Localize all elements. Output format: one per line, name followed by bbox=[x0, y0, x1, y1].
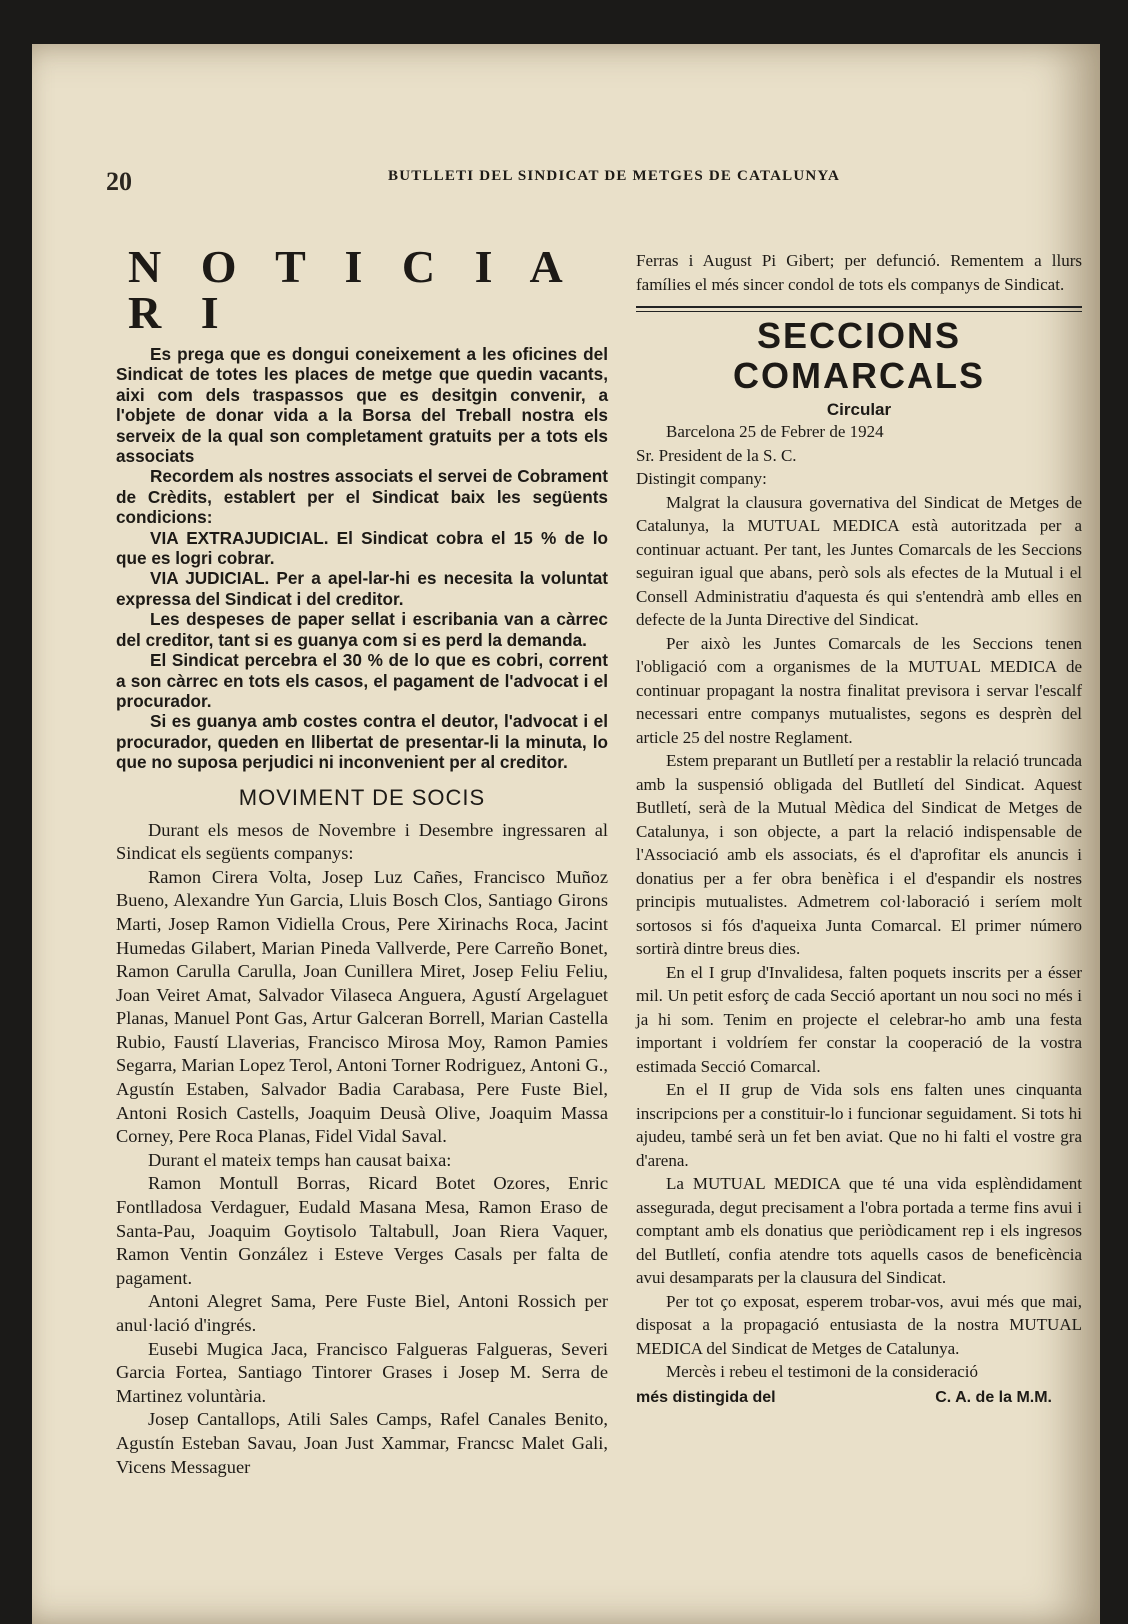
circular-paragraph: Per això les Juntes Comarcals de les Seccions tenen l'obligació com a organismes de la MUTUAL MEDICA de continuar propagant la nostra finalitat previsora i servar l'escalf necessari entre companys mutualistes, segons es desprèn del article 25 del nostre Reglament. bbox=[636, 633, 1082, 747]
circular-paragraph: Per tot ço exposat, esperem trobar-vos, avui més que mai, disposat a la propagació entusiasta de la nostra MUTUAL MEDICA del Sindicat de Metges de Catalunya. bbox=[636, 1291, 1082, 1358]
moviment-paragraph: Eusebi Mugica Jaca, Francisco Falgueras Falgueras, Severi Garcia Fortea, Santiago Tintorer Grases i Josep M. Serra de Martinez voluntària. bbox=[116, 1338, 608, 1406]
noticiari-paragraph: Es prega que es dongui coneixement a les oficines del Sindicat de totes les places de metge que quedin vacants, aixi com dels traspassos que es desitgin convenir, a l'objete de donar vida a la Borsa del Treball nostra els serveix de la qual son completament gratuits per a tots els associats bbox=[116, 344, 608, 467]
continuation-text: Ferras i August Pi Gibert; per defunció. Rementem a llurs famílies el més sincer condol de tots els companys de Sindicat. bbox=[636, 251, 1082, 294]
salutation: Sr. President de la S. C. bbox=[636, 445, 797, 465]
moviment-paragraph: Durant el mateix temps han causat baixa: bbox=[148, 1149, 452, 1170]
noticiari-title: N O T I C I A R I bbox=[128, 241, 575, 338]
date-line: Barcelona 25 de Febrer de 1924 bbox=[666, 422, 884, 441]
page-number: 20 bbox=[106, 167, 132, 196]
noticiari-paragraph: Si es guanya amb costes contra el deutor, l'advocat i el procurador, queden en llibertat de presentar-li la minuta, lo que no suposa perjudici ni inconvenient per al creditor. bbox=[116, 711, 608, 773]
moviment-paragraph: Durant els mesos de Novembre i Desembre ingressaren al Sindicat els següents companys: bbox=[116, 819, 608, 864]
continuation-block bbox=[636, 249, 1082, 296]
noticiari-paragraph: VIA JUDICIAL. Per a apel-lar-hi es necesita la voluntat expressa del Sindicat i del creditor. bbox=[116, 568, 608, 609]
circular-paragraph: Mercès i rebeu el testimoni de la consideració bbox=[666, 1362, 979, 1381]
salutation: Distingit company: bbox=[636, 469, 767, 488]
section-divider bbox=[636, 306, 1082, 312]
right-column bbox=[636, 249, 1082, 1409]
moviment-paragraph: Antoni Alegret Sama, Pere Fuste Biel, Antoni Rossich per anul·lació d'ingrés. bbox=[116, 1291, 608, 1335]
moviment-body bbox=[116, 819, 608, 1480]
noticiari-paragraph: El Sindicat percebra el 30 % de lo que es cobri, corrent a son càrrec en tots els casos, el pagament de l'advocat i el procurador. bbox=[116, 650, 608, 711]
noticiari-body bbox=[116, 344, 608, 773]
circular-paragraph: La MUTUAL MEDICA que té una vida esplèndidament assegurada, degut precisament a l'obra portada a terme fins avui i comptant amb els donatius que periòdicament rep i els ingresos del Butlletí, confia atendre tots aquells casos de beneficència avui desamparats per la clausura del Sindicat. bbox=[636, 1174, 1082, 1287]
circular-paragraph: Estem preparant un Butlletí per a restablir la relació truncada amb la suspensió obligada del Butlletí del Sindicat. Aquest Butlletí, serà de la Mutual Mèdica del Sindicat de Metges de Catalunya, i son objecte, a part la relació indispensable de l'Associació amb els associats, és el d'aprofitar els anuncis i donatius per a fer obra benèfica i el d'espandir els nostres principis mutualistes. Admetrem col·laboració i seríem molt sortosos si fós d'aqueixa Junta Comarcal. El primer número sortirà dintre breus dies. bbox=[636, 751, 1082, 958]
circular-body bbox=[636, 420, 1082, 1409]
noticiari-paragraph: Recordem als nostres associats el servei de Cobrament de Crèdits, establert per el Sindicat baix les següents condicions: bbox=[116, 466, 608, 528]
signature-row bbox=[636, 1386, 1082, 1410]
moviment-paragraph: Ramon Cirera Volta, Josep Luz Cañes, Francisco Muñoz Bueno, Alexandre Yun Garcia, Lluis Bosch Clos, Santiago Girons Marti, Josep Ramon Vidiella Crous, Pere Xirinachs Roca, Jacint Humedas Gilabert, Marian Pineda Vallverde, Pere Carreño Bonet, Ramon Carulla Carulla, Joan Cunillera Miret, Josep Feliu Feliu, Joan Veiret Amat, Salvador Vilaseca Anguera, Agustí Argelaguet Planas, Manuel Pont Gas, Artur Galceran Borrell, Marian Castella Rubio, Faustí Llaverias, Francisco Mirosa Moy, Ramon Pamies Segarra, Marian Lopez Terol, Antoni Torner Rodriguez, Antoni G., Agustín Estaben, Salvador Badia Carabasa, Pere Fuste Biel, Antoni Rosich Castells, Joaquim Deusà Olive, Joaquim Massa Corney, Pere Roca Planas, Fidel Vidal Saval. bbox=[116, 866, 608, 1147]
closing-left: més distingida del bbox=[636, 1388, 776, 1406]
noticiari-paragraph: Les despeses de paper sellat i escribania van a càrrec del creditor, tant si es guanya com si es perd la demanda. bbox=[116, 609, 608, 650]
running-head: BUTLLETI DEL SINDICAT DE METGES DE CATALUNYA bbox=[388, 168, 841, 184]
circular-paragraph: Malgrat la clausura governativa del Sindicat de Metges de Catalunya, la MUTUAL MEDICA està autoritzada per a continuar actuant. Per tant, les Juntes Comarcals de les Seccions seguiran igual que abans, però sols als efectes de la Mutual i el Consell Administratiu d'aquesta és qui s'entendrà amb elles en defecte de la Junta Directive del Sindicat. bbox=[636, 492, 1082, 629]
noticiari-paragraph: VIA EXTRAJUDICIAL. El Sindicat cobra el 15 % de lo que es logri cobrar. bbox=[116, 527, 608, 569]
circular-paragraph: En el II grup de Vida sols ens falten unes cinquanta inscripcions per a constituir-lo i funcionar seguidament. Si tots hi ajudeu, també serà un fet ben aviat. Que no hi falti el vostre gra d'arena. bbox=[636, 1080, 1082, 1170]
closing-signature: C. A. de la M.M. bbox=[935, 1388, 1052, 1406]
document-page bbox=[32, 44, 1100, 1624]
moviment-paragraph: Josep Cantallops, Atili Sales Camps, Rafel Canales Benito, Agustín Esteban Savau, Joan Just Xammar, Francsc Malet Gali, Vicens Messaguer bbox=[116, 1409, 608, 1477]
circular-title: Circular bbox=[826, 400, 892, 419]
seccions-title: SECCIONS COMARCALS bbox=[733, 315, 985, 396]
moviment-title: MOVIMENT DE SOCIS bbox=[238, 784, 486, 810]
moviment-paragraph: Ramon Montull Borras, Ricard Botet Ozores, Enric Fontlladosa Verdaguer, Eudald Masana Mesa, Ramon Eraso de Santa-Pau, Joaquim Goytisolo Taltabull, Joan Riera Vaquer, Ramon Ventin González i Esteve Verges Casals per falta de pagament. bbox=[116, 1173, 608, 1288]
circular-paragraph: En el I grup d'Invalidesa, falten poquets inscrits per a ésser mil. Un petit esforç de cada Secció aportant un nou soci no més i ja hi som. Tenim en projecte el celebrar-ho amb una festa important i voldríem fer constar la cooperació de la vostra estimada Secció Comarcal. bbox=[636, 962, 1082, 1076]
left-column bbox=[116, 241, 608, 1479]
